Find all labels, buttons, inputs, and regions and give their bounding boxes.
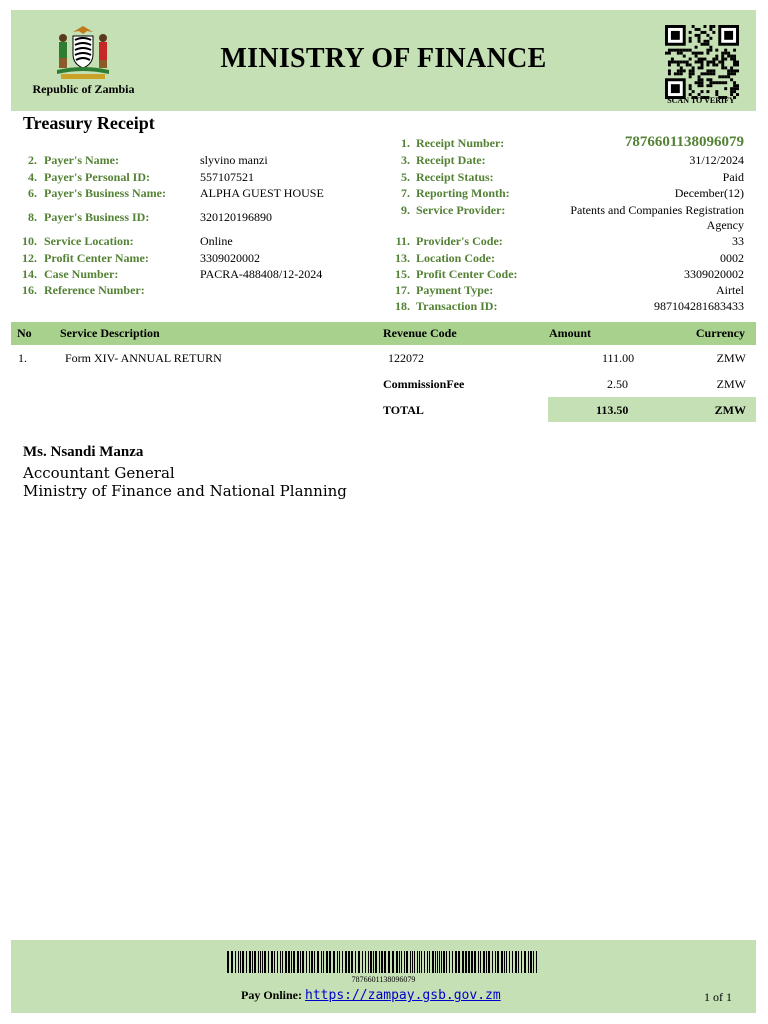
field-number: 1. bbox=[401, 136, 410, 150]
field-number: 5. bbox=[401, 170, 410, 184]
field-number: 14. bbox=[22, 267, 37, 281]
column-header-no: No bbox=[17, 326, 32, 340]
field-number: 18. bbox=[395, 299, 410, 313]
field-number: 15. bbox=[395, 267, 410, 281]
business-name-label: Payer's Business Name: bbox=[44, 186, 166, 200]
profit-center-name-label: Profit Center Name: bbox=[44, 251, 149, 265]
provider-code-label: Provider's Code: bbox=[416, 234, 503, 248]
column-header-currency: Currency bbox=[695, 326, 745, 340]
service-provider-value-line2: Agency bbox=[706, 218, 744, 232]
payment-type-value: Airtel bbox=[716, 283, 744, 297]
receipt-date-label: Receipt Date: bbox=[416, 153, 486, 167]
pay-online-link[interactable]: https://zampay.gsb.gov.zm bbox=[305, 988, 501, 1003]
profit-center-name-value: 3309020002 bbox=[200, 251, 260, 265]
scan-to-verify-label: SCAN TO VERIFY bbox=[667, 96, 735, 105]
total-label: TOTAL bbox=[383, 403, 424, 417]
payer-name-value: slyvino manzi bbox=[200, 153, 268, 167]
receipt-status-value: Paid bbox=[722, 170, 744, 184]
payer-name-label: Payer's Name: bbox=[44, 153, 119, 167]
pay-online-label: Pay Online: bbox=[241, 988, 303, 1002]
location-code-value: 0002 bbox=[720, 251, 744, 265]
receipt-title: Treasury Receipt bbox=[23, 113, 155, 133]
payment-type-label: Payment Type: bbox=[416, 283, 494, 297]
total-currency: ZMW bbox=[714, 403, 746, 417]
payer-id-value: 557107521 bbox=[200, 170, 254, 184]
receipt-status-label: Receipt Status: bbox=[416, 170, 494, 184]
field-number: 13. bbox=[395, 251, 410, 265]
business-name-value: ALPHA GUEST HOUSE bbox=[200, 186, 324, 200]
republic-label: Republic of Zambia bbox=[32, 82, 135, 96]
transaction-id-label: Transaction ID: bbox=[416, 299, 498, 313]
field-number: 17. bbox=[395, 283, 410, 297]
profit-center-code-value: 3309020002 bbox=[684, 267, 744, 281]
field-number: 10. bbox=[22, 234, 37, 248]
service-location-label: Service Location: bbox=[44, 234, 134, 248]
receipt-number-label: Receipt Number: bbox=[416, 136, 505, 150]
footer-banner bbox=[11, 940, 756, 1013]
receipt-number-value: 7876601138096079 bbox=[624, 134, 744, 150]
commission-label: CommissionFee bbox=[383, 377, 465, 391]
field-number: 6. bbox=[28, 186, 37, 200]
case-number-label: Case Number: bbox=[44, 267, 119, 281]
page-title: MINISTRY OF FINANCE bbox=[220, 43, 547, 74]
business-id-label: Payer's Business ID: bbox=[44, 210, 150, 224]
reporting-month-label: Reporting Month: bbox=[416, 186, 510, 200]
qr-code-icon bbox=[665, 25, 739, 99]
row-amount: 111.00 bbox=[602, 351, 635, 365]
profit-center-code-label: Profit Center Code: bbox=[416, 267, 518, 281]
row-revenue-code: 122072 bbox=[388, 351, 424, 365]
payer-id-label: Payer's Personal ID: bbox=[44, 170, 150, 184]
signatory-name: Ms. Nsandi Manza bbox=[23, 444, 144, 460]
signatory-organization: Ministry of Finance and National Planning bbox=[23, 482, 347, 500]
row-number: 1. bbox=[18, 351, 27, 365]
service-location-value: Online bbox=[200, 234, 233, 248]
total-amount: 113.50 bbox=[596, 403, 629, 417]
field-number: 9. bbox=[401, 203, 410, 217]
barcode-number: 7876601138096079 bbox=[351, 975, 416, 984]
reporting-month-value: December(12) bbox=[674, 186, 744, 200]
field-number: 12. bbox=[22, 251, 37, 265]
field-number: 2. bbox=[28, 153, 37, 167]
table-header bbox=[11, 322, 756, 345]
header-banner bbox=[11, 10, 756, 111]
receipt-date-value: 31/12/2024 bbox=[689, 153, 744, 167]
field-number: 4. bbox=[28, 170, 37, 184]
field-number: 11. bbox=[395, 234, 410, 248]
service-provider-value: Patents and Companies Registration bbox=[570, 203, 744, 217]
field-number: 7. bbox=[401, 186, 410, 200]
row-description: Form XIV- ANNUAL RETURN bbox=[65, 351, 222, 365]
reference-number-label: Reference Number: bbox=[44, 283, 145, 297]
location-code-label: Location Code: bbox=[416, 251, 495, 265]
column-header-description: Service Description bbox=[60, 326, 160, 340]
pay-online bbox=[241, 988, 501, 1003]
business-id-value: 320120196890 bbox=[200, 210, 272, 224]
case-number-value: PACRA-488408/12-2024 bbox=[200, 267, 323, 281]
signatory-title: Accountant General bbox=[23, 464, 175, 482]
column-header-revenue-code: Revenue Code bbox=[383, 326, 457, 340]
column-header-amount: Amount bbox=[549, 326, 592, 340]
barcode-icon bbox=[227, 951, 539, 973]
commission-currency: ZMW bbox=[716, 377, 746, 391]
row-currency: ZMW bbox=[716, 351, 746, 365]
field-number: 3. bbox=[401, 153, 410, 167]
provider-code-value: 33 bbox=[732, 234, 744, 248]
commission-amount: 2.50 bbox=[607, 377, 628, 391]
field-number: 8. bbox=[28, 210, 37, 224]
service-provider-label: Service Provider: bbox=[416, 203, 506, 217]
page-number: 1 of 1 bbox=[704, 990, 732, 1004]
transaction-id-value: 987104281683433 bbox=[654, 299, 744, 313]
field-number: 16. bbox=[22, 283, 37, 297]
